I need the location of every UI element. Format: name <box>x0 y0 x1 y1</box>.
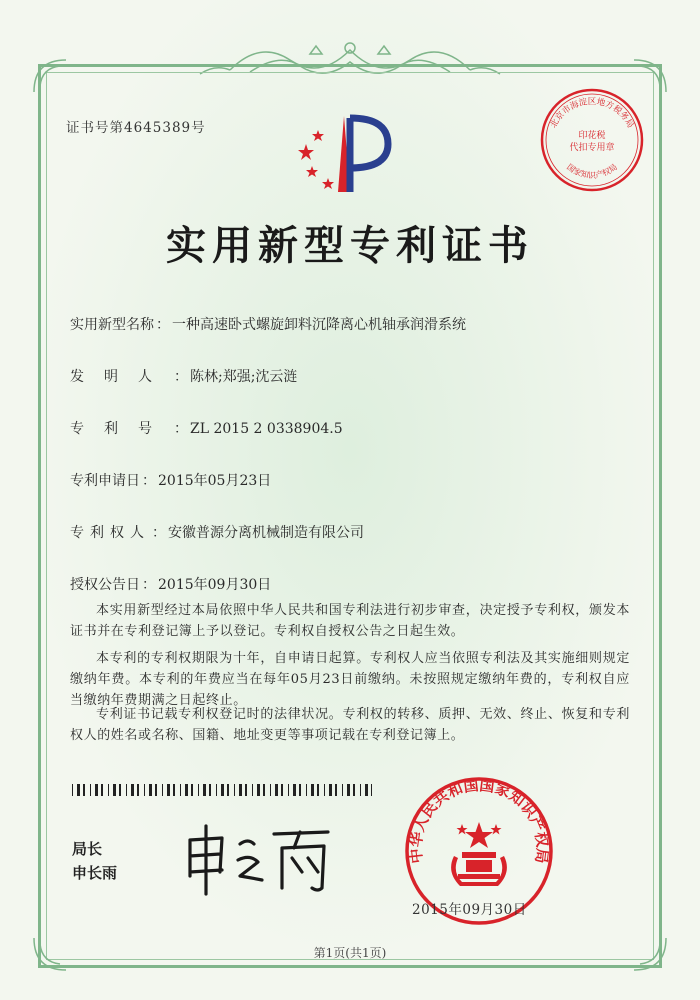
patent-office-logo <box>292 104 402 196</box>
field-label: 专利申请日 <box>70 473 140 489</box>
tax-bureau-seal <box>538 86 646 194</box>
field-patent-number: 专利号 ： ZL 2015 2 0338904.5 <box>70 418 343 438</box>
corner-ornament-top-left <box>30 56 70 96</box>
issue-date: 2015年09月30日 <box>412 902 527 918</box>
barcode-bar <box>252 784 253 796</box>
barcode-bar <box>239 784 242 796</box>
barcode-bar <box>245 784 247 796</box>
barcode-bar <box>347 784 350 796</box>
director-title: 局长 <box>72 840 103 858</box>
barcode-bar <box>288 784 289 796</box>
field-value: 2015年09月30日 <box>158 577 272 593</box>
svg-text:中华人民共和国国家知识产权局 <box>407 776 552 864</box>
barcode-bar <box>77 784 80 796</box>
barcode-bar <box>72 784 73 796</box>
barcode-bar <box>95 784 98 796</box>
barcode-bar <box>270 784 271 796</box>
barcode-bar <box>216 784 217 796</box>
barcode-bar <box>227 784 229 796</box>
barcode-bar <box>263 784 265 796</box>
barcode-bar <box>365 784 368 796</box>
barcode-bar <box>83 784 85 796</box>
barcode-bar <box>131 784 134 796</box>
barcode-bar <box>275 784 278 796</box>
barcode-bar <box>317 784 319 796</box>
barcode-bar <box>281 784 283 796</box>
agency-seal-line-2: 代扣专用章 <box>569 143 615 153</box>
barcode-bar <box>324 784 325 796</box>
barcode-bar <box>126 784 127 796</box>
barcode-bar <box>90 784 91 796</box>
barcode-bar <box>203 784 206 796</box>
field-value: ZL 2015 2 0338904.5 <box>190 421 343 437</box>
barcode-bar <box>299 784 301 796</box>
barcode-bar <box>360 784 361 796</box>
barcode-bar <box>101 784 103 796</box>
director-signature <box>178 818 338 898</box>
barcode-bar <box>119 784 121 796</box>
certificate-number: 证书号第4645389号 <box>66 120 206 136</box>
field-value: 陈林;郑强;沈云涟 <box>190 369 298 385</box>
paragraph-grant-notice: 本实用新型经过本局依照中华人民共和国专利法进行初步审查，决定授予专利权，颁发本证书并在专利登记簿上予以登记。专利权自授权公告之日起生效。 <box>70 603 630 639</box>
barcode-bar <box>329 784 332 796</box>
field-label: 授权公告日 <box>70 577 140 593</box>
barcode-bar <box>149 784 152 796</box>
field-value: 一种高速卧式螺旋卸料沉降离心机轴承润滑系统 <box>172 317 466 333</box>
barcode-bar <box>155 784 157 796</box>
barcode-bar <box>221 784 224 796</box>
field-value: 2015年05月23日 <box>158 473 272 489</box>
barcode-bar <box>257 784 260 796</box>
barcode-bar <box>293 784 296 796</box>
paragraph-legal-status: 专利证书记载专利权登记时的法律状况。专利权的转移、质押、无效、终止、恢复和专利权人的姓名或名称、国籍、地址变更等事项记载在专利登记簿上。 <box>70 707 630 743</box>
barcode-bar <box>311 784 314 796</box>
inner-border <box>46 72 654 960</box>
barcode-bar <box>108 784 109 796</box>
national-emblem-icon <box>451 822 507 886</box>
barcode-bar <box>306 784 307 796</box>
barcode-bar <box>191 784 193 796</box>
field-application-date: 专利申请日 ： 2015年05月23日 <box>70 470 271 490</box>
field-patentee: 专利权人 ： 安徽普源分离机械制造有限公司 <box>70 522 364 542</box>
page-number: 第1页(共1页) <box>313 946 387 960</box>
barcode-bar <box>113 784 116 796</box>
seal-arc-text: 中华人民共和国国家知识产权局 <box>406 776 552 865</box>
paragraph-term-and-fees: 本专利的专利权期限为十年，自申请日起算。专利权人应当依照专利法及其实施细则规定缴纳年费。本专利的年费应当在每年05月23日前缴纳。未按照规定缴纳年费的，专利权自应当缴纳年费期满之日起终止。 <box>70 651 630 708</box>
barcode-bar <box>353 784 355 796</box>
barcode-bar <box>185 784 188 796</box>
field-label: 专利号 <box>70 421 172 437</box>
agency-seal-arc-text: 北京市海淀区地方税务局 <box>548 97 636 130</box>
barcode-bar <box>162 784 163 796</box>
barcode-bar <box>137 784 139 796</box>
field-label: 实用新型名称 <box>70 317 154 333</box>
barcode-bar <box>335 784 337 796</box>
field-grant-announcement-date: 授权公告日 ： 2015年09月30日 <box>70 574 271 594</box>
barcode-bar <box>173 784 175 796</box>
barcode-bar <box>234 784 235 796</box>
field-value: 安徽普源分离机械制造有限公司 <box>168 525 364 541</box>
director-name: 申长雨 <box>72 864 118 882</box>
barcode-bar <box>371 784 372 796</box>
barcode-bar <box>342 784 343 796</box>
barcode <box>72 784 372 796</box>
field-label: 发明人 <box>70 369 172 385</box>
agency-seal-line-1: 印花税 <box>578 131 606 141</box>
barcode-bar <box>167 784 170 796</box>
field-label: 专利权人 <box>70 525 150 541</box>
barcode-bar <box>180 784 181 796</box>
svg-text:国家知识产权局 <box>565 162 619 179</box>
field-utility-model-name: 实用新型名称 ： 一种高速卧式螺旋卸料沉降离心机轴承润滑系统 <box>70 314 466 334</box>
barcode-bar <box>144 784 145 796</box>
agency-seal-bottom-text: 国家知识产权局 <box>565 162 619 180</box>
barcode-bar <box>209 784 211 796</box>
field-inventors: 发明人 ： 陈林;郑强;沈云涟 <box>70 366 297 386</box>
barcode-bar <box>198 784 199 796</box>
certificate-title: 实用新型专利证书 <box>166 223 534 269</box>
